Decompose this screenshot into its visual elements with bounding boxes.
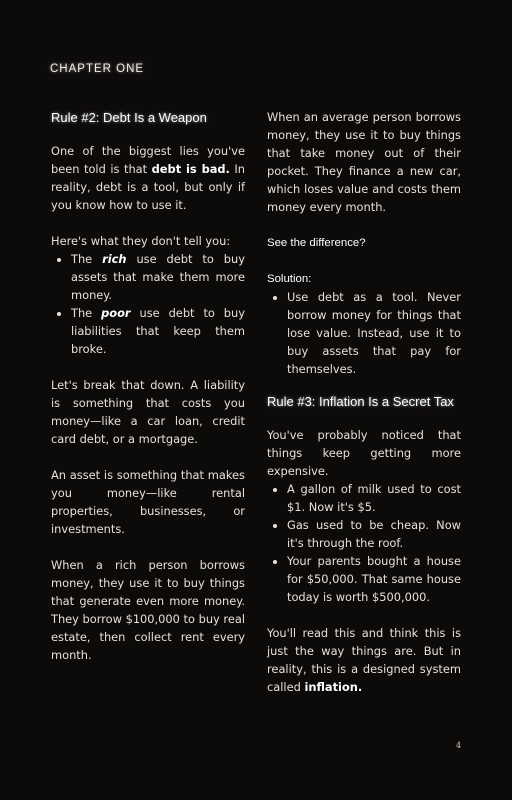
- emphasis-rich: rich: [102, 252, 127, 266]
- rich-poor-list: [51, 250, 245, 358]
- paragraph-asset: An asset is something that makes you money—like rental properties, businesses, or investments.: [51, 468, 245, 536]
- list-item: [71, 304, 245, 358]
- paragraph-liability: Let's break that down. A liability is something that costs you money—like a car loan, credit card debt, or a mortgage.: [51, 378, 245, 446]
- right-column: [267, 108, 461, 714]
- paragraph-average-borrows: When an average person borrows money, they use it to buy things that take money out of their pocket. They finance a new car, which loses value and costs them money every month.: [267, 110, 461, 214]
- chapter-label: CHAPTER ONE: [50, 63, 145, 75]
- paragraph-debt-lie: [51, 142, 245, 214]
- list-item: [71, 250, 245, 304]
- solution-list: [267, 288, 461, 378]
- list-item: • Use debt as a tool. Never borrow money for things that lose value. Instead, use it to buy assets that pay for themselves.: [287, 288, 461, 378]
- text: The: [71, 306, 102, 320]
- text: One of the biggest lies you've been told is that: [51, 144, 245, 176]
- see-the-difference: See the difference?: [267, 237, 366, 249]
- solution-label: Solution:: [267, 273, 312, 285]
- list-item: • Your parents bought a house for $50,000. That same house today is worth $500,000.: [287, 552, 461, 606]
- rule2-heading: Rule #2: Debt Is a Weapon: [51, 110, 207, 125]
- text: use debt to buy assets that make them more money.: [71, 252, 245, 302]
- bold-inflation: inflation.: [304, 680, 363, 694]
- text: You'll read this and think this is just the way things are. But in reality, this is a designed system called: [267, 626, 461, 694]
- paragraph-expensive: You've probably noticed that things keep getting more expensive.: [267, 428, 461, 478]
- rule3-heading: Rule #3: Inflation Is a Secret Tax: [267, 394, 454, 409]
- paragraph-inflation: [267, 624, 461, 696]
- text: use debt to buy liabilities that keep them broke.: [71, 306, 245, 356]
- list-item: • Gas used to be cheap. Now it's through the roof.: [287, 516, 461, 552]
- emphasis-poor: poor: [101, 306, 131, 320]
- inflation-examples-list: [267, 480, 461, 606]
- left-column: [51, 108, 245, 682]
- paragraph-rich-borrows: When a rich person borrows money, they use it to buy things that generate even more money. They borrow $100,000 to buy real estate, then collect rent every month.: [51, 558, 245, 662]
- text: In reality, debt is a tool, but only if you know how to use it.: [51, 162, 245, 212]
- page-number: 4: [456, 741, 462, 750]
- bold-debt-is-bad: debt is bad.: [151, 162, 230, 176]
- paragraph-intro: Here's what they don't tell you:: [51, 234, 231, 248]
- text: The: [71, 252, 103, 266]
- list-item: • A gallon of milk used to cost $1. Now it's $5.: [287, 480, 461, 516]
